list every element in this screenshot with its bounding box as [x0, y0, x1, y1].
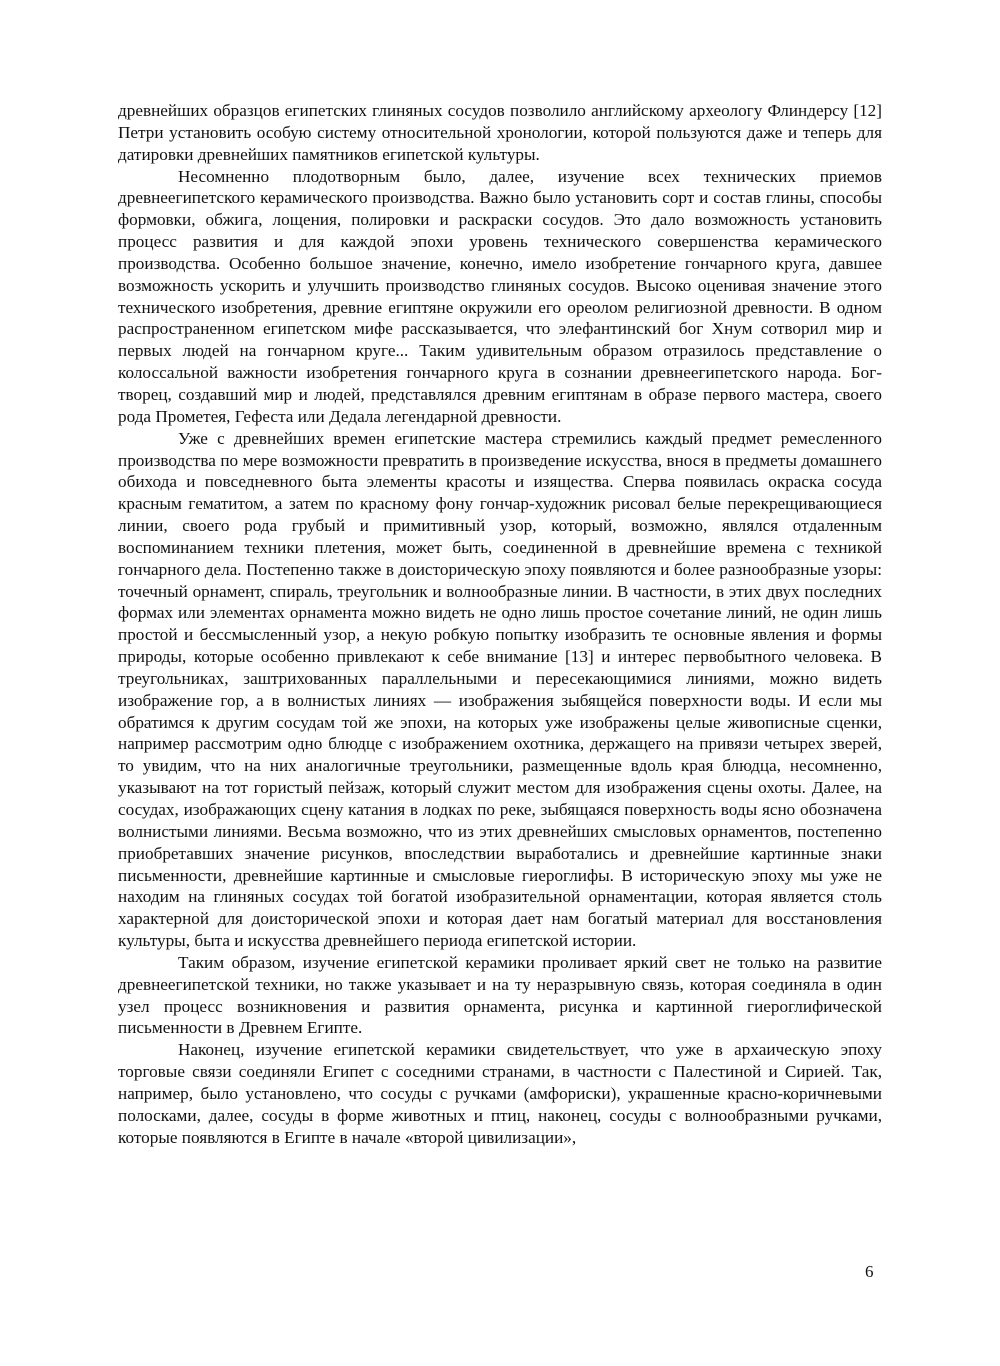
page-number: 6: [865, 1262, 874, 1281]
paragraph-1: древнейших образцов египетских глиняных сосудов позволило английскому археологу Флиндерсу [12] Петри установить особую систему относительной хронологии, которой пользуются даже и теперь для датировки древнейших памятников египетской культуры.: [118, 101, 882, 164]
paragraph-2: Несомненно плодотворным было, далее, изучение всех технических приемов древнеегипетского керамического производства. Важно было установить сорт и состав глины, способы формовки, обжига, лощения, полировки и раскраски сосудов. Это дало возможность установить процесс развития и для каждой эпохи уровень технического совершенства керамического производства. Особенно большое значение, конечно, имело изобретение гончарного круга, давшее возможность ускорить и улучшить производство глиняных сосудов. Высоко оценивая значение этого технического изобретения, древние египтяне окружили его ореолом религиозной древности. В одном распространенном египетском мифе рассказывается, что элефантинский бог Хнум сотворил мир и первых людей на гончарном круге... Таким удивительным образом отразилось представление о колоссальной важности изобретения гончарного круга в сознании древнеегипетского народа. Бог-творец, создавший мир и людей, представлялся древним египтянам в образе первого мастера, своего рода Прометея, Гефеста или Дедала легендарной древности.: [118, 166, 882, 426]
paragraph-5: Наконец, изучение египетской керамики свидетельствует, что уже в архаическую эпоху торговые связи соединяли Египет с соседними странами, в частности с Палестиной и Сирией. Так, например, было установлено, что сосуды с ручками (амфориски), украшенные красно-коричневыми полосками, далее, сосуды в форме животных и птиц, наконец, сосуды с волнообразными ручками, которые появляются в Египте в начале «второй цивилизации»,: [118, 1040, 882, 1147]
paragraph-4: Таким образом, изучение египетской керамики проливает яркий свет не только на развитие древнеегипетской техники, но также указывает и на ту неразрывную связь, которая соединяла в один узел процесс возникновения и развития орнамента, рисунка и картинной гиероглифической письменности в Древнем Египте.: [118, 952, 882, 1038]
body-text: [118, 100, 882, 1149]
paragraph-3: Уже с древнейших времен египетские мастера стремились каждый предмет ремесленного производства по мере возможности превратить в произведение искусства, внося в предметы домашнего обихода и повседневного быта элементы красоты и изящества. Сперва появилась окраска сосуда красным гематитом, а затем по красному фону гончар-художник рисовал белые перекрещивающиеся линии, своего рода грубый и примитивный узор, который, возможно, являлся отдаленным воспоминанием техники плетения, может быть, соединенной в древнейшие времена с техникой гончарного дела. Постепенно также в доисторическую эпоху появляются и более разнообразные узоры: точечный орнамент, спираль, треугольник и волнообразные линии. В частности, в этих двух последних формах или элементах орнамента можно видеть не одно лишь простое сочетание линий, не один лишь простой и бессмысленный узор, а некую робкую попытку изобразить те основные явления и формы природы, которые особенно привлекают к себе внимание [13] и интерес первобытного человека. В треугольниках, заштрихованных параллельными и пересекающимися линиями, можно видеть изображение гор, а в волнистых линиях — изображения зыбящейся поверхности воды. И если мы обратимся к другим сосудам той же эпохи, на которых уже изображены целые живописные сценки, например рассмотрим одно блюдце с изображением охотника, держащего на привязи четырех зверей, то увидим, что на них аналогичные треугольники, размещенные вдоль края блюдца, несомненно, указывают на тот гористый пейзаж, который служит местом для изображения сцены охоты. Далее, на сосудах, изображающих сцену катания в лодках по реке, зыбящаяся поверхность воды ясно обозначена волнистыми линиями. Весьма возможно, что из этих древнейших смысловых орнаментов, постепенно приобретавших значение рисунков, впоследствии выработались и древнейшие картинные знаки письменности, древнейшие картинные и смысловые гиероглифы. В историческую эпоху мы уже не находим на глиняных сосудах той богатой изобразительной орнаментации, которая является столь характерной для доисторической эпохи и которая дает нам богатый материал для восстановления культуры, быта и искусства древнейшего периода египетской истории.: [118, 428, 882, 951]
